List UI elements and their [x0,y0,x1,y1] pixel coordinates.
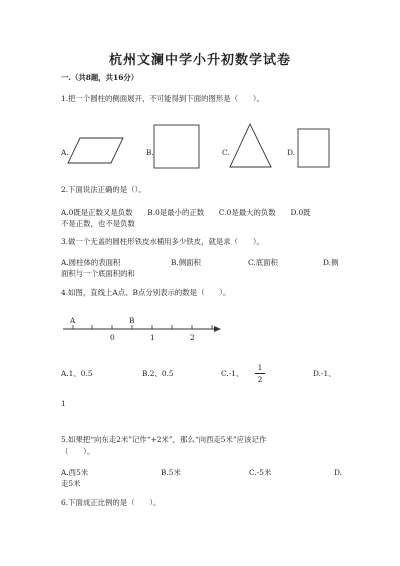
q2-options-line2: 不是正数，也不是负数 [61,219,135,228]
q4-option-a: A.1、0.5 [61,369,93,378]
q4-option-b: B.2、0.5 [142,369,174,378]
fraction-numerator: 1 [257,363,263,372]
q4-stem: 4.如图，直线上A点、B点分别表示的数是（ ）。 [61,288,231,297]
rectangle-figure [153,124,201,170]
q3-stem: 3.做一个无盖的圆柱形铁皮水桶用多少铁皮，就是求（ ）。 [61,237,264,246]
q2-options-line1: A.0既是正数又是负数 B.0是最小的正数 C.0是最大的负数 D.0既 [61,208,311,217]
q5-option-d-continued: 走5米 [61,479,81,488]
q3-option-a: A.圆柱体的表面积 [61,258,121,267]
triangle-figure [229,123,273,169]
tick-label-1: 1 [150,333,155,342]
q1-option-c-label: C. [222,148,230,157]
q3-option-c: C.底面积 [248,258,278,267]
point-b-label: B [129,316,135,325]
parallelogram-figure [68,136,128,166]
q2-stem: 2.下面说法正确的是（）。 [61,185,146,194]
q5-stem: 5.如果把“向东走2米”记作“+2米”，那么“向西走5米”应该记作 [61,435,267,444]
q5-stem-continued: （ ）。 [61,447,95,456]
q4-option-c-fraction [255,363,265,384]
q5-option-d: D. [334,468,343,477]
q1-option-d-label: D. [287,148,296,157]
q3-option-d: D.侧 [323,258,339,267]
section-heading: 一.（共8题，共16分） [61,73,139,82]
q4-option-c: C.-1、 [221,369,244,378]
q4-option-d-continued: 1 [61,399,66,408]
point-a-label: A [70,316,76,325]
q5-option-b: B.5米 [161,468,181,477]
q5-option-a: A.西5米 [61,468,89,477]
tall-rectangle-figure [297,128,331,170]
q4-option-d: D.-1、 [313,369,336,378]
page-title: 杭州文澜中学小升初数学试卷 [108,53,291,68]
tick-label-0: 0 [110,333,115,342]
fraction-denominator: 2 [257,375,263,384]
q6-stem: 6.下面成正比例的是（ ）。 [61,498,161,507]
q5-option-c: C.-5米 [249,468,272,477]
q3-option-b: B.侧面积 [171,258,201,267]
q1-stem: 1.把一个圆柱的侧面展开，不可能得到下面的图形是（ ）。 [61,94,264,103]
q3-option-d-continued: 面积与一个底面积的和 [61,269,135,278]
q1-option-a-label: A. [61,148,69,157]
number-line-figure [60,313,230,347]
tick-label-2: 2 [190,333,195,342]
q1-option-b-label: B. [146,148,154,157]
